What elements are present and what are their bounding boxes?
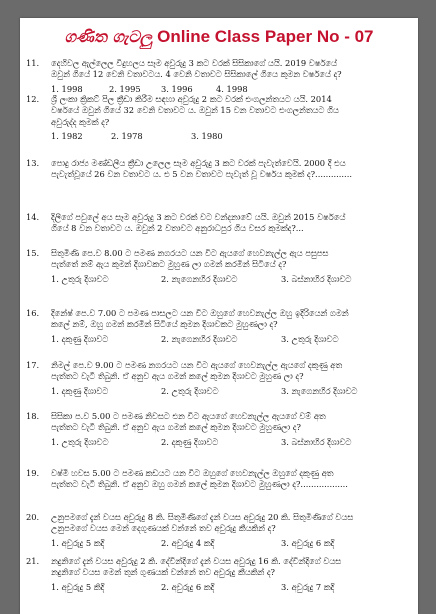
- question-line: සිතුමිණි පෙ.ව 8.00 ට පමණ නගරයට යන විට ඇයගේ හෙවනැල්ල ඇය පසුපස: [51, 248, 329, 258]
- answer-option: 4. 1998: [216, 83, 248, 94]
- answer-option: 2. දකුණු දිශාවට: [161, 436, 219, 447]
- question-number: 13.: [26, 158, 40, 168]
- question-number: 17.: [26, 360, 40, 370]
- question-line: ගියේ 8 වන වතාවට ය. ඔවුන් 2 වතාවට අනුරාධපුර ගිය වසර කුමක්ද?...: [51, 223, 304, 234]
- question-text: [51, 360, 396, 383]
- question-text: [51, 512, 396, 535]
- answer-option: 1. 1998: [51, 83, 83, 94]
- question-text: [51, 248, 396, 271]
- answer-option: 1. අවුරුදු 5 කදි: [51, 537, 105, 548]
- answer-option: 1. අවුරුදු 5 කිදි: [51, 581, 105, 592]
- question-number: 18.: [26, 411, 40, 421]
- answer-option: 3. නැගෙනහිර දිශාවට: [281, 385, 358, 396]
- answer-option: 2. අවුරුදු 6 කදි: [161, 581, 215, 592]
- answer-option: 3. 1980: [191, 130, 223, 141]
- answer-option: 2. 1978: [111, 130, 143, 141]
- answer-option: 3. අවුරුදු 6 කදි: [281, 537, 335, 548]
- question-number: 15.: [26, 248, 40, 258]
- question-number: 19.: [26, 468, 40, 478]
- question-text: [51, 58, 396, 81]
- question-number: 14.: [26, 212, 40, 222]
- question-text: [51, 468, 396, 491]
- answer-option: 3. 1996: [161, 83, 193, 94]
- question-line: ශ්‍රී ලංකා ක්‍රිකට් පිල ක්‍රීඩා කිරීම සඳහා අවුරුදු 2 කට වරක් එංගලන්තයට යයි. 2014: [51, 94, 332, 104]
- question-text: [51, 556, 396, 579]
- question-line: උනුපමගේ දැන් වයස අවුරුදු 8 කි. සිතුමිණිගේ දැන් වයස අවුරුදු 20 කි. සිතුමිණිගේ වයස: [51, 512, 354, 522]
- question-text: [51, 94, 396, 128]
- answer-option: 1. උතුරු දිශාවට: [51, 273, 109, 284]
- question-line: දිනේෂ් පෙ.ව 7.00 ට පමණ පාසලට යන විට ඔහුගේ හෙවනැල්ල ඔහු ඉදිරියෙන් ගමන්: [51, 308, 349, 318]
- answer-option: 3. උතුරු දිශාවට: [281, 333, 339, 344]
- answer-option: 3. බස්නාහිර දිශාවට: [281, 436, 352, 447]
- answer-option: 1. 1982: [51, 130, 83, 141]
- question-line: පැවැත්වූයේ 26 වන වතාවට ය. එ 5 වන වතාවට පැවැත් වූ වර්ෂය කුමක් ද?..............: [51, 169, 352, 180]
- question-text: [51, 411, 396, 434]
- answer-option: 2. 1995: [109, 83, 141, 94]
- question-text: [51, 158, 396, 181]
- answer-option: 3. බස්නාහිර දිශාවට: [281, 273, 352, 284]
- question-text: [51, 308, 396, 331]
- question-line: නදුනිගේ දැන් වයස අවුරුදු 2 කි. දේවින්දිගේ දැන් වයස අවුරුදු 16 කි. දේවින්දිගේ වයස: [51, 556, 342, 566]
- question-number: 21.: [26, 556, 40, 566]
- question-number: 11.: [26, 58, 40, 68]
- question-line: පැත්තේ නම් ඇය කුමන් දිශාවකට මුහුණ ලා ගමන් කරමින් සිටියේ ද?: [51, 259, 287, 270]
- question-line: උනුපමගේ වයස මෙන් දෙගුණයක් වන්නේ තව අවුරුදු කීයකින් ද?: [51, 523, 276, 534]
- question-line: සිසිකා ප.ව 5.00 ට පමණ නිවසට එන විට ඇයගේ හෙවනැල්ල ඇයගේ වම් අත: [51, 411, 326, 421]
- question-line: නිමල් පෙ.ව 9.00 ට පමණ නගරයට යන විට ඇයගේ හෙවනැල්ල ඇයගේ දකුණු අත: [51, 360, 343, 370]
- answer-option: 2. නැගෙනහිර දිශාවට: [161, 333, 238, 344]
- document-page: [20, 18, 418, 614]
- question-line: ඔවුන් ගියේ 12 වෙනි වතාවටය. 4 වෙනි වතාවට සිසිකාලේ ගියෙ කුමන වර්ෂයේ ද?: [51, 69, 342, 80]
- question-line: පොදු රාජ්‍ය මණ්ඩලීය ක්‍රීඩා උලෙල සෑම අවුරුදු 3 කට වරක් පැවැත්වෙයි. 2000 දී එය: [51, 158, 346, 168]
- question-line: දිලීගේ පවුලේ අය සෑම අවුරුදු 3 කට වරක් වට වන්දනාවේ යයි. ඔවුන් 2015 වර්ෂයේ: [51, 212, 346, 222]
- question-number: 12.: [26, 94, 40, 104]
- question-line: පැත්තට වැටී තිබුනි. ඒ අනුව ඇය ගමන් කලේ කුමන දිශාවට මුහුණ ලා ද?: [51, 371, 304, 382]
- page-header: [20, 18, 418, 54]
- answer-option: 3. අවුරුදු 7 කදි: [281, 581, 335, 592]
- answer-option: 1. දකුණු දිශාවට: [51, 385, 109, 396]
- question-line: පැත්තට වැටී තිබුනි. ඒ අනුව ඔහු ගමන් කලේ කුමන දිශාවට මුහුණලා ද?..................: [51, 479, 348, 490]
- question-line: නදුනිගේ වයස මෙන් තුන් ගුණයක් වන්නේ තව අවුරුදු කීයකින් ද?: [51, 567, 275, 578]
- question-line: වෂ්මි හවස 5.00 ට පමණ කඩයට යන විට ඔහුගේ හෙවනැල්ල ඔහුගේ දකුණු අත: [51, 468, 334, 478]
- question-number: 16.: [26, 308, 40, 318]
- answer-option: 2. අවුරුදු 4 කදි: [161, 537, 215, 548]
- answer-option: 1. දකුණු දිශාවට: [51, 333, 109, 344]
- question-line: අවුරුද්ද කුමක් ද?: [51, 116, 110, 127]
- answer-option: 2. උතුරු දිශාවට: [161, 385, 219, 396]
- title-sinhala: ගණිත ගැටලු: [64, 27, 153, 46]
- question-line: පැත්තට වැටී තිබුනි. ඒ අනුව ඇය ගමන් කලේ කුමන දිශාවට මුහුණලා ද?: [51, 422, 301, 433]
- title-english: Online Class Paper No - 07: [157, 27, 374, 46]
- answer-option: 2. නැගෙනහිර දිශාවට: [161, 273, 238, 284]
- question-number: 20.: [26, 512, 40, 522]
- question-line: වර්ෂයේ ඔවුන් ගියේ 32 වෙනි වතාවට ය. ඔවුන් 15 වන වතාවට එංගලන්තයට ගිය: [51, 105, 339, 116]
- answer-option: 1. උතුරු දිශාවට: [51, 436, 109, 447]
- question-line: දෙහිවල ඇල්ලෙල විදුහලය සෑම අවුරුදු 3 කට වරක් සිසිකාගේ යයි. 2019 වර්ෂයේ: [51, 58, 338, 68]
- question-line: කලේ නම්, ඔහු ගමන් කරමින් සිටියේ කුමන දිශාවකට මුහුණලා ද?: [51, 319, 278, 330]
- question-text: [51, 212, 396, 235]
